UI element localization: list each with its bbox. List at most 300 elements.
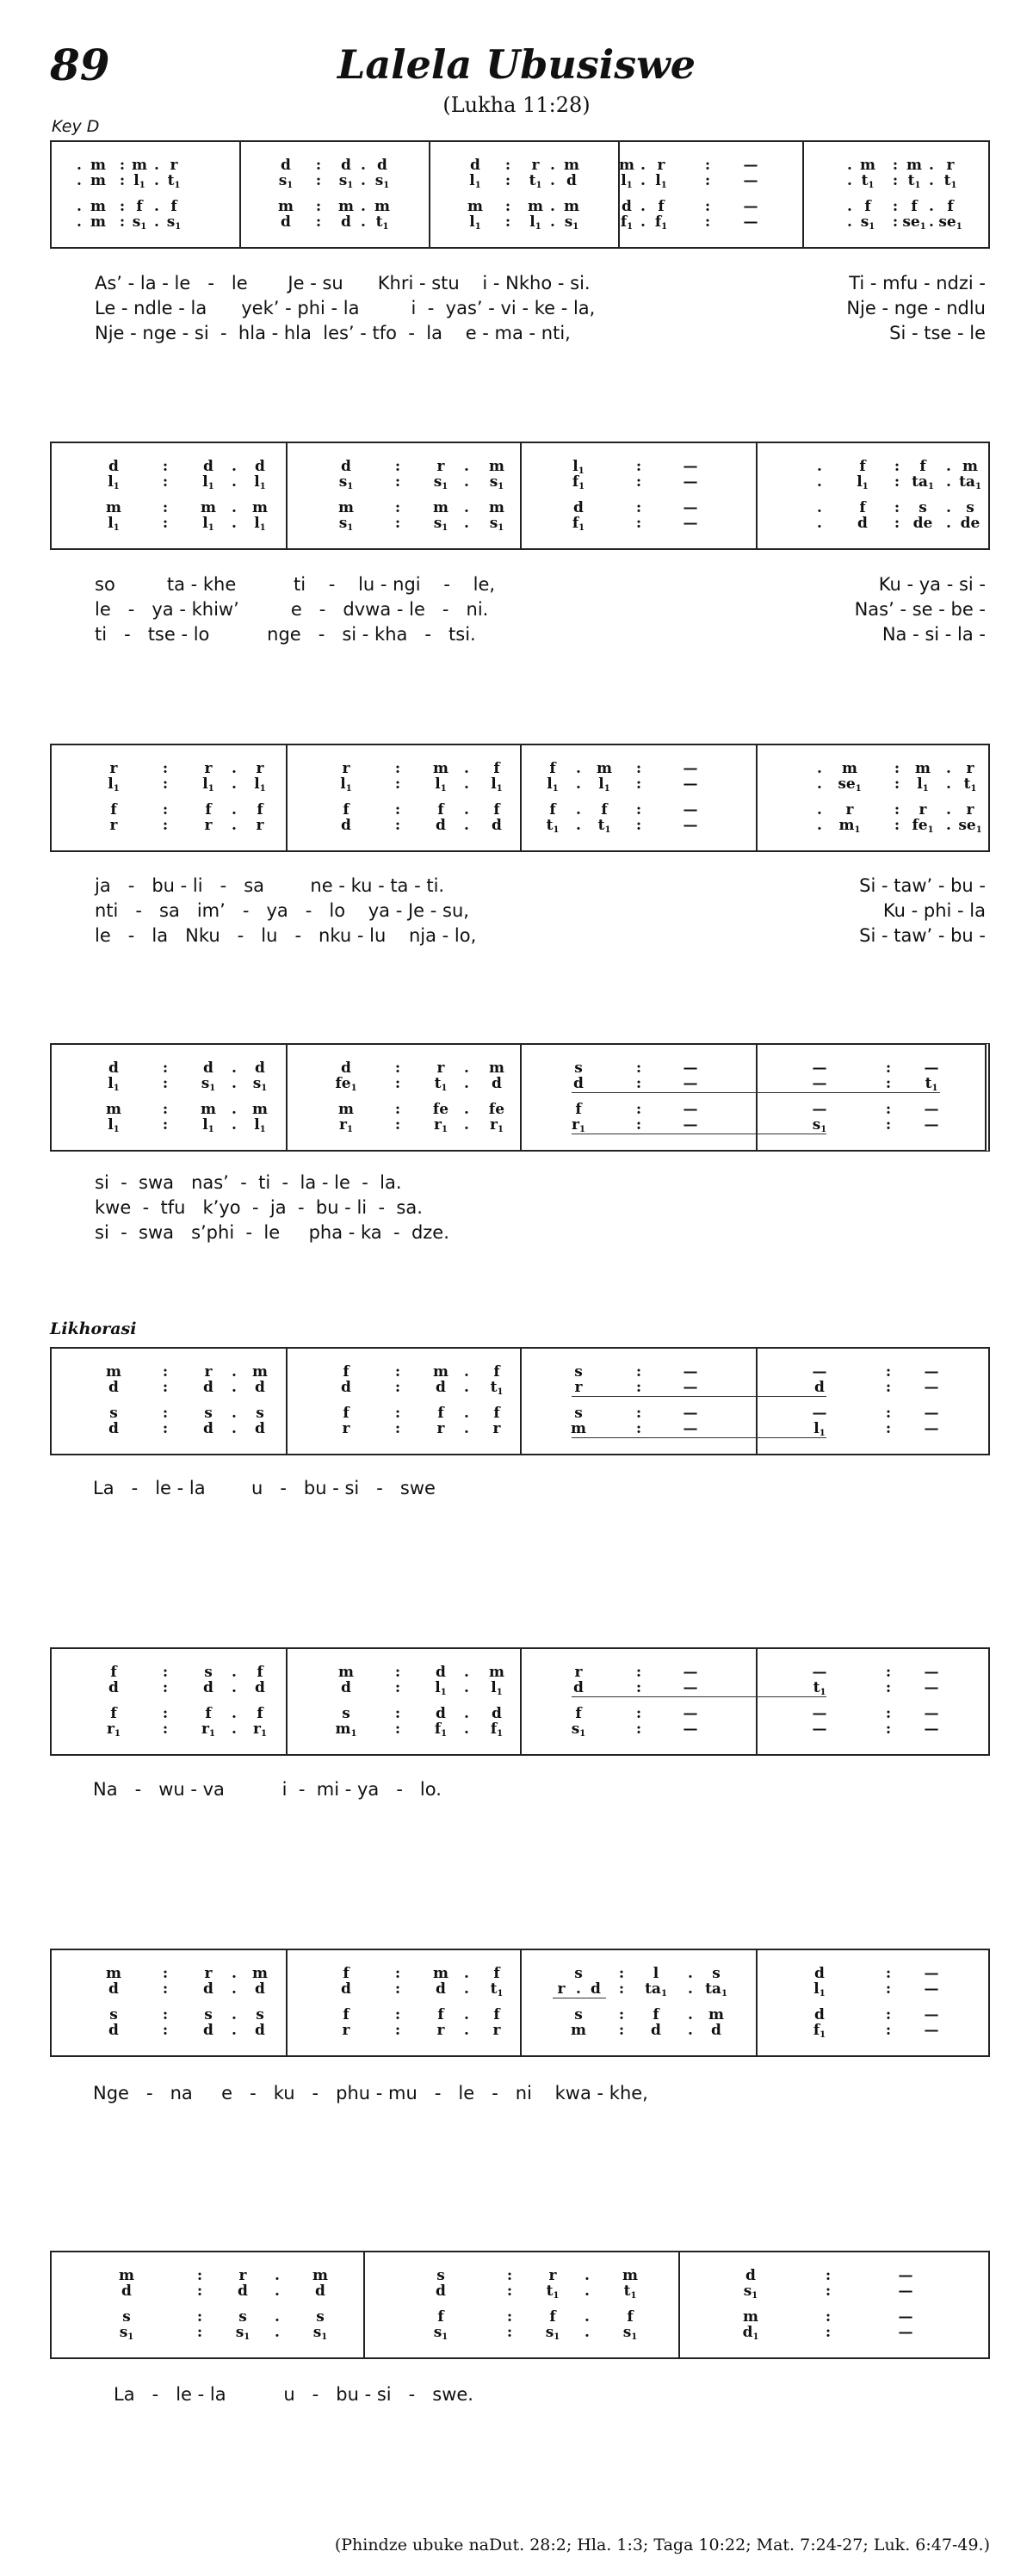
solfa-note: m xyxy=(119,2267,134,2284)
barline xyxy=(756,443,758,548)
solfa-separator: . xyxy=(232,1664,237,1681)
solfa-hold: — xyxy=(683,801,698,819)
solfa-note: f xyxy=(919,458,926,475)
solfa-note: s xyxy=(316,2308,325,2326)
solfa-note: f xyxy=(343,1405,349,1422)
solfa-note: $f_1$ xyxy=(813,2022,826,2040)
solfa-note: r xyxy=(966,801,974,819)
solfa-note: r xyxy=(919,801,927,819)
solfa-separator: . xyxy=(232,473,237,491)
solfa-note: s xyxy=(109,2006,118,2023)
solfa-separator: . xyxy=(232,1116,237,1134)
solfa-separator: : xyxy=(892,213,899,231)
solfa-note: m xyxy=(433,499,448,516)
solfa-note: r xyxy=(966,760,974,777)
solfa-separator: . xyxy=(232,1363,237,1381)
solfa-note: d xyxy=(573,1679,584,1696)
solfa-separator: : xyxy=(635,1420,642,1437)
pickup-lyric: Si - taw’ - bu - xyxy=(859,925,986,946)
solfa-note: d xyxy=(238,2283,248,2300)
solfa-separator: : xyxy=(162,458,169,475)
solfa-separator: . xyxy=(847,198,852,215)
solfa-separator: : xyxy=(885,1075,892,1092)
solfa-separator: : xyxy=(162,801,169,819)
solfa-note: $l_1$ xyxy=(598,775,610,794)
solfa-note: m xyxy=(708,2006,724,2023)
solfa-note: $m_1$ xyxy=(335,1720,357,1739)
solfa-note: m xyxy=(433,1965,448,1982)
solfa-separator: . xyxy=(275,2324,280,2341)
solfa-note: r xyxy=(436,1420,445,1437)
solfa-note: $s_1$ xyxy=(622,2324,638,2342)
solfa-separator: : xyxy=(394,1379,401,1396)
solfa-note: d xyxy=(814,1379,825,1396)
solfa-note: $s_1$ xyxy=(489,515,504,533)
solfa-separator: : xyxy=(894,458,900,475)
solfa-separator: . xyxy=(464,1405,469,1422)
solfa-note: r xyxy=(657,157,665,174)
solfa-note: m xyxy=(252,1101,268,1118)
solfa-separator: : xyxy=(162,1379,169,1396)
solfa-note: f xyxy=(110,801,117,819)
solfa-separator: : xyxy=(885,1405,892,1422)
solfa-separator: : xyxy=(315,198,322,215)
solfa-separator: . xyxy=(232,1705,237,1722)
solfa-separator: : xyxy=(885,1679,892,1696)
solfa-separator: : xyxy=(162,515,169,532)
solfa-note: r xyxy=(946,157,955,174)
solfa-note: d xyxy=(255,2022,265,2039)
solfa-separator: . xyxy=(640,172,646,189)
solfa-hold: — xyxy=(683,1405,698,1422)
solfa-note: m xyxy=(201,1101,216,1118)
solfa-note: d xyxy=(341,1980,351,1998)
solfa-separator: : xyxy=(892,157,899,174)
solfa-note: m xyxy=(252,499,268,516)
solfa-hold: — xyxy=(683,515,698,532)
solfa-note: m xyxy=(571,2022,586,2039)
solfa-note: $l_1$ xyxy=(621,172,633,190)
solfa-note: s xyxy=(122,2308,131,2326)
solfa-separator: : xyxy=(704,213,711,231)
solfa-note: $f_1$ xyxy=(572,473,585,491)
solfa-note: $t_1$ xyxy=(597,817,611,835)
solfa-hold: — xyxy=(683,1664,698,1681)
solfa-note: f xyxy=(493,1965,500,1982)
music-system-6 xyxy=(50,1647,990,1756)
verse-lyric-line: so ta - khe ti - lu - ngi - le, xyxy=(95,574,496,595)
chorus-lyric-line: La - le - la u - bu - si - swe. xyxy=(114,2384,473,2405)
solfa-note: $l_1$ xyxy=(202,775,214,794)
solfa-separator: . xyxy=(464,1664,469,1681)
solfa-note: d xyxy=(651,2022,661,2039)
solfa-separator: : xyxy=(162,1116,169,1134)
solfa-note: $s_1$ xyxy=(119,2324,134,2342)
solfa-note: f xyxy=(205,1705,212,1722)
solfa-note: $t_1$ xyxy=(907,172,921,190)
solfa-note: $f_1$ xyxy=(654,213,668,232)
solfa-note: $t_1$ xyxy=(963,775,977,794)
solfa-note: s xyxy=(204,1405,213,1422)
solfa-note: r xyxy=(256,817,264,834)
solfa-separator: . xyxy=(585,2308,590,2326)
solfa-note: $t_1$ xyxy=(375,213,389,232)
solfa-note: f xyxy=(343,1363,349,1381)
solfa-note: d xyxy=(591,1980,601,1998)
solfa-note: $s_1$ xyxy=(743,2283,758,2301)
footer-references: (Phindze ubuke naDut. 28:2; Hla. 1:3; Taga 10:22; Mat. 7:24-27; Luk. 6:47-49.) xyxy=(334,2536,990,2554)
solfa-note: $l_1$ xyxy=(435,1679,447,1697)
solfa-note: m xyxy=(338,1664,354,1681)
solfa-note: d xyxy=(436,1379,446,1396)
solfa-separator: : xyxy=(885,1965,892,1982)
solfa-separator: . xyxy=(154,157,159,174)
solfa-note: d xyxy=(255,1980,265,1998)
solfa-note: $r_1$ xyxy=(572,1116,585,1134)
solfa-separator: : xyxy=(394,1705,401,1722)
solfa-separator: : xyxy=(635,515,642,532)
solfa-separator: : xyxy=(825,2308,832,2326)
solfa-separator: : xyxy=(635,801,642,819)
solfa-note: d xyxy=(255,1420,265,1437)
solfa-separator: : xyxy=(885,1664,892,1681)
solfa-hold: — xyxy=(924,1679,939,1696)
solfa-separator: : xyxy=(635,1720,642,1738)
solfa-hold: — xyxy=(683,1679,698,1696)
solfa-separator: : xyxy=(394,1980,401,1998)
solfa-note: $t_1$ xyxy=(529,172,542,190)
solfa-note: d xyxy=(492,1075,502,1092)
solfa-note: f xyxy=(343,2006,349,2023)
solfa-note: $s_1$ xyxy=(489,473,504,491)
solfa-note: m xyxy=(338,499,354,516)
solfa-note: $s_1$ xyxy=(166,213,182,232)
solfa-note: fe xyxy=(432,1101,449,1118)
solfa-hold: — xyxy=(898,2283,913,2300)
solfa-separator: : xyxy=(894,801,900,819)
solfa-note: s xyxy=(204,1664,213,1681)
solfa-note: $l_1$ xyxy=(108,1116,120,1134)
key-signature: Key D xyxy=(52,117,100,136)
solfa-note: f xyxy=(170,198,177,215)
solfa-hold: — xyxy=(924,1405,939,1422)
solfa-note: $r_1$ xyxy=(339,1116,353,1134)
solfa-separator: . xyxy=(232,515,237,532)
solfa-separator: : xyxy=(885,1116,892,1134)
solfa-separator: . xyxy=(154,213,159,231)
solfa-separator: : xyxy=(315,157,322,174)
solfa-note: d xyxy=(203,458,213,475)
solfa-separator: : xyxy=(394,1420,401,1437)
solfa-separator: : xyxy=(635,1101,642,1118)
solfa-note: d xyxy=(470,157,480,174)
solfa-separator: . xyxy=(847,172,852,189)
solfa-note: m xyxy=(622,2267,638,2284)
solfa-note: $s_1$ xyxy=(338,515,354,533)
verse-lyric-line: ti - tse - lo nge - si - kha - tsi. xyxy=(95,624,476,645)
solfa-note: d xyxy=(814,1965,825,1982)
solfa-note: f xyxy=(136,198,143,215)
solfa-separator: : xyxy=(162,1405,169,1422)
solfa-separator: : xyxy=(162,1059,169,1077)
solfa-separator: : xyxy=(162,1720,169,1738)
solfa-note: f xyxy=(549,2308,556,2326)
solfa-note: f xyxy=(658,198,665,215)
pickup-lyric: Ku - ya - si - xyxy=(878,574,986,595)
solfa-note: m xyxy=(90,157,106,174)
solfa-note: $s_1$ xyxy=(433,473,448,491)
solfa-separator: . xyxy=(275,2283,280,2300)
verse-lyric-line: kwe - tfu k’yo - ja - bu - li - sa. xyxy=(95,1197,423,1218)
solfa-hold: — xyxy=(812,1101,827,1118)
solfa-note: m xyxy=(278,198,294,215)
solfa-note: $r_1$ xyxy=(201,1720,215,1739)
solfa-separator: . xyxy=(640,198,646,215)
solfa-separator: : xyxy=(618,1980,625,1998)
solfa-separator: : xyxy=(162,1664,169,1681)
solfa-note: $ta_1$ xyxy=(959,473,981,491)
solfa-separator: . xyxy=(576,760,581,777)
solfa-hold: — xyxy=(743,157,758,174)
solfa-separator: : xyxy=(119,172,126,189)
solfa-note: s xyxy=(342,1705,350,1722)
solfa-note: $l_1$ xyxy=(133,172,145,190)
solfa-separator: : xyxy=(162,1705,169,1722)
solfa-note: r xyxy=(436,2022,445,2039)
solfa-note: $s_1$ xyxy=(812,1116,827,1134)
solfa-note: d xyxy=(341,157,351,174)
solfa-hold: — xyxy=(683,1363,698,1381)
solfa-note: m xyxy=(906,157,922,174)
solfa-note: $s_1$ xyxy=(433,2324,448,2342)
solfa-separator: : xyxy=(635,473,642,491)
pickup-lyric: Na - si - la - xyxy=(881,624,986,645)
solfa-note: m xyxy=(201,499,216,516)
solfa-separator: : xyxy=(315,172,322,189)
solfa-note: $f_1$ xyxy=(620,213,634,232)
solfa-separator: . xyxy=(232,2022,237,2039)
solfa-note: m xyxy=(106,1965,121,1982)
solfa-note: f xyxy=(947,198,954,215)
solfa-separator: : xyxy=(885,1059,892,1077)
solfa-separator: : xyxy=(894,499,900,516)
solfa-separator: . xyxy=(817,473,822,491)
solfa-note: s xyxy=(919,499,927,516)
solfa-hold: — xyxy=(683,1116,698,1134)
solfa-separator: : xyxy=(618,2022,625,2039)
solfa-hold: — xyxy=(812,1664,827,1681)
solfa-separator: : xyxy=(394,1101,401,1118)
solfa-note: r xyxy=(238,2267,247,2284)
solfa-separator: : xyxy=(885,1101,892,1118)
solfa-note: $l_1$ xyxy=(108,515,120,533)
solfa-separator: : xyxy=(196,2324,203,2341)
solfa-separator: . xyxy=(232,1405,237,1422)
solfa-note: $t_1$ xyxy=(546,817,560,835)
solfa-note: r xyxy=(204,1965,213,1982)
solfa-separator: . xyxy=(576,817,581,834)
solfa-note: f xyxy=(437,801,444,819)
solfa-note: r xyxy=(342,1420,350,1437)
solfa-note: f xyxy=(257,1664,263,1681)
solfa-separator: . xyxy=(550,213,555,231)
solfa-note: l xyxy=(653,1965,659,1982)
solfa-separator: . xyxy=(464,1075,469,1092)
solfa-separator: : xyxy=(635,1116,642,1134)
solfa-note: $d_1$ xyxy=(742,2324,759,2342)
solfa-note: m xyxy=(338,198,354,215)
verse-lyric-line: si - swa s’phi - le pha - ka - dze. xyxy=(95,1222,449,1243)
solfa-note: s xyxy=(574,1363,583,1381)
solfa-note: s xyxy=(712,1965,721,1982)
music-system-4 xyxy=(50,1043,990,1152)
solfa-separator: . xyxy=(464,801,469,819)
solfa-hold: — xyxy=(683,1705,698,1722)
solfa-note: f xyxy=(437,1405,444,1422)
solfa-hold: — xyxy=(924,1363,939,1381)
solfa-hold: — xyxy=(924,1379,939,1396)
solfa-note: r xyxy=(109,760,118,777)
solfa-separator: . xyxy=(154,172,159,189)
solfa-note: f xyxy=(493,801,500,819)
chorus-lyric-line: La - le - la u - bu - si - swe xyxy=(93,1478,436,1498)
solfa-hold: — xyxy=(683,775,698,793)
solfa-separator: : xyxy=(162,1679,169,1696)
barline xyxy=(286,745,288,850)
music-system-1 xyxy=(50,140,990,249)
solfa-hold: — xyxy=(683,1420,698,1437)
solfa-note: $l_1$ xyxy=(529,213,541,232)
solfa-hold: — xyxy=(683,1059,698,1077)
solfa-note: f xyxy=(549,801,556,819)
solfa-separator: . xyxy=(946,775,951,793)
solfa-note: f xyxy=(343,1965,349,1982)
solfa-separator: . xyxy=(550,198,555,215)
solfa-separator: : xyxy=(162,1420,169,1437)
solfa-separator: . xyxy=(929,157,934,174)
solfa-note: $s_1$ xyxy=(312,2324,328,2342)
solfa-note: $t_1$ xyxy=(167,172,181,190)
solfa-separator: . xyxy=(361,157,366,174)
solfa-note: r xyxy=(531,157,540,174)
solfa-note: d xyxy=(573,499,584,516)
solfa-separator: . xyxy=(817,817,822,834)
solfa-note: f xyxy=(549,760,556,777)
solfa-note: d xyxy=(436,817,446,834)
solfa-note: f xyxy=(257,1705,263,1722)
solfa-note: d xyxy=(745,2267,756,2284)
pickup-lyric: Ku - phi - la xyxy=(882,900,986,921)
solfa-separator: . xyxy=(464,1379,469,1396)
solfa-note: d xyxy=(255,458,265,475)
solfa-separator: . xyxy=(464,2022,469,2039)
solfa-separator: . xyxy=(464,515,469,532)
solfa-separator: . xyxy=(576,1980,581,1998)
solfa-note: $l_1$ xyxy=(813,1980,826,1998)
solfa-separator: . xyxy=(464,1980,469,1998)
solfa-separator: : xyxy=(635,1705,642,1722)
solfa-separator: . xyxy=(640,213,646,231)
solfa-note: m xyxy=(489,1059,504,1077)
solfa-separator: . xyxy=(946,499,951,516)
solfa-note: r xyxy=(256,760,264,777)
solfa-separator: : xyxy=(894,775,900,793)
solfa-separator: . xyxy=(464,1720,469,1738)
solfa-separator: : xyxy=(825,2267,832,2284)
barline xyxy=(520,745,522,850)
solfa-note: d xyxy=(203,1679,213,1696)
solfa-hold: — xyxy=(924,2006,939,2023)
solfa-note: d xyxy=(281,157,291,174)
solfa-note: s xyxy=(204,2006,213,2023)
solfa-note: s xyxy=(256,2006,264,2023)
solfa-separator: . xyxy=(464,760,469,777)
solfa-separator: : xyxy=(635,817,642,834)
solfa-separator: . xyxy=(154,198,159,215)
solfa-hold: — xyxy=(898,2324,913,2341)
solfa-note: d xyxy=(255,1379,265,1396)
solfa-separator: . xyxy=(232,1059,237,1077)
solfa-note: $l_1$ xyxy=(547,775,559,794)
solfa-separator: : xyxy=(635,1679,642,1696)
solfa-note: $ta_1$ xyxy=(912,473,934,491)
solfa-note: $se_1$ xyxy=(902,213,926,232)
solfa-separator: : xyxy=(162,1363,169,1381)
solfa-hold: — xyxy=(812,1405,827,1422)
solfa-separator: . xyxy=(361,172,366,189)
solfa-note: r xyxy=(492,2022,501,2039)
solfa-note: m xyxy=(252,1363,268,1381)
solfa-note: f xyxy=(437,2006,444,2023)
solfa-separator: : xyxy=(825,2324,832,2341)
solfa-hold: — xyxy=(743,172,758,189)
solfa-hold: — xyxy=(924,1980,939,1998)
solfa-note: d xyxy=(315,2283,325,2300)
solfa-separator: . xyxy=(817,515,822,532)
solfa-separator: : xyxy=(704,172,711,189)
solfa-separator: : xyxy=(635,1405,642,1422)
solfa-separator: . xyxy=(585,2267,590,2284)
solfa-separator: : xyxy=(885,1363,892,1381)
solfa-separator: : xyxy=(885,1379,892,1396)
solfa-separator: . xyxy=(361,198,366,215)
solfa-hold: — xyxy=(812,1705,827,1722)
music-system-5 xyxy=(50,1347,990,1455)
solfa-separator: . xyxy=(232,1679,237,1696)
solfa-note: $t_1$ xyxy=(813,1679,826,1697)
solfa-separator: . xyxy=(946,801,951,819)
solfa-separator: : xyxy=(394,1116,401,1134)
solfa-separator: . xyxy=(77,172,82,189)
solfa-note: m xyxy=(842,760,857,777)
music-system-8 xyxy=(50,2251,990,2359)
solfa-note: f xyxy=(343,801,349,819)
solfa-separator: : xyxy=(162,2022,169,2039)
solfa-separator: : xyxy=(704,198,711,215)
solfa-note: m xyxy=(564,157,579,174)
hymn-title: Lalela Ubusiswe xyxy=(337,41,696,88)
solfa-note: $l_1$ xyxy=(202,515,214,533)
solfa-hold: — xyxy=(812,1059,827,1077)
solfa-separator: : xyxy=(885,1705,892,1722)
solfa-note: $t_1$ xyxy=(490,1980,504,1998)
solfa-separator: . xyxy=(946,760,951,777)
solfa-note: d xyxy=(573,1075,584,1092)
solfa-note: d xyxy=(341,1059,351,1077)
solfa-note: d xyxy=(108,2022,119,2039)
solfa-separator: . xyxy=(640,157,646,174)
solfa-separator: . xyxy=(232,760,237,777)
